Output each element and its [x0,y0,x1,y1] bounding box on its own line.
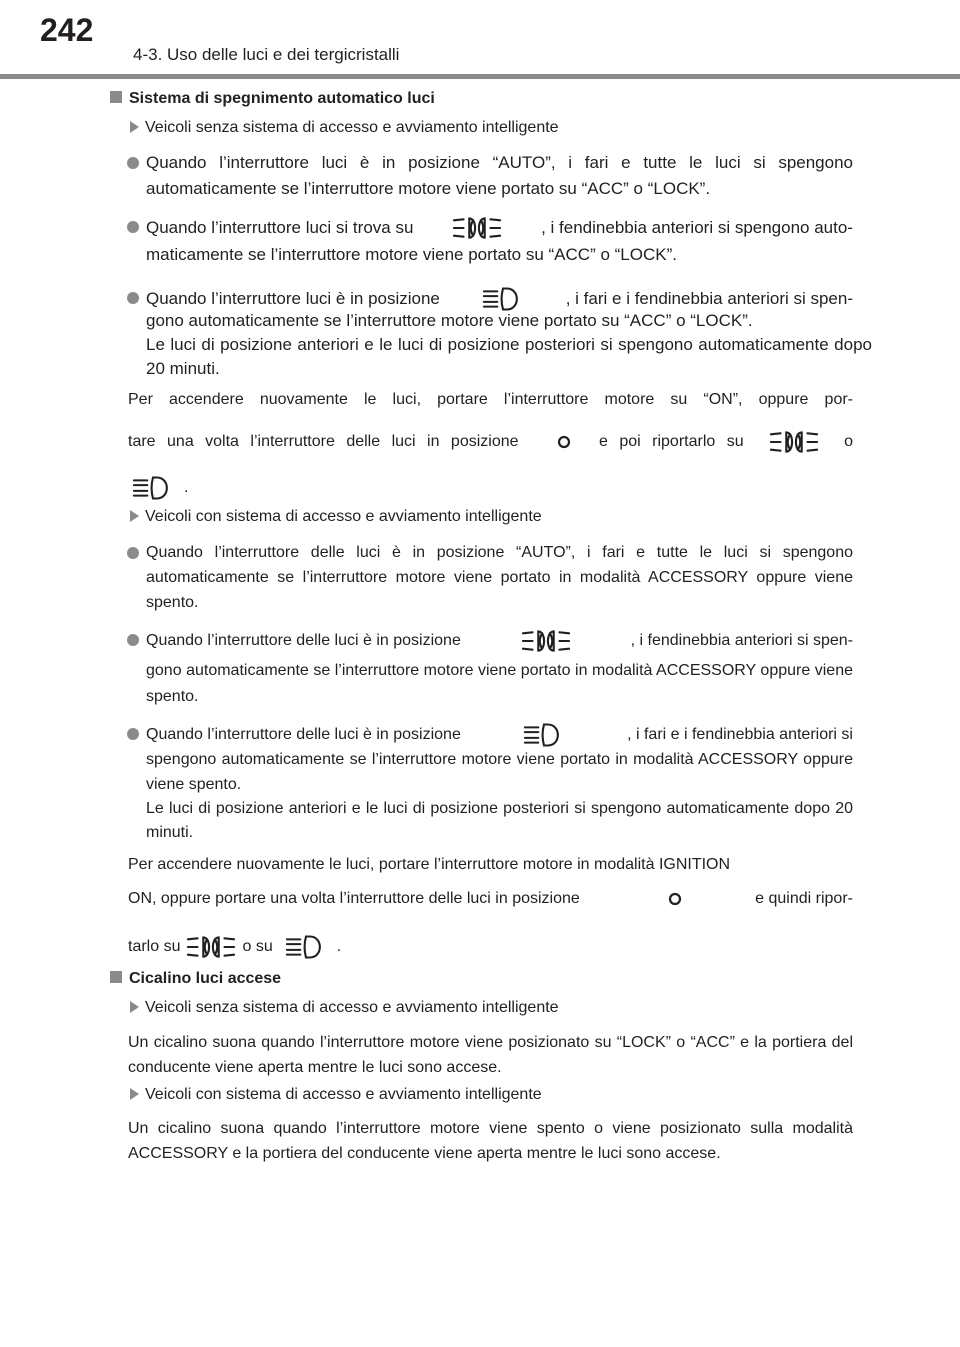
text-fragment: gono automaticamente se l’interruttore motore viene portato su “ACC” o “LOCK”. [146,311,753,330]
text-fragment: e poi riportarlo su [599,433,744,450]
triangle-bullet-icon [130,1001,139,1013]
page-header [0,0,960,80]
text-fragment: e quindi ripor- [755,890,853,907]
text-fragment: Le luci di posizione anteriori e le luci di posizione posteriori si spengono automaticamente dopo 20 minuti. [146,800,853,841]
round-bullet-icon [127,728,139,740]
page-number: 242 [40,12,94,48]
para-line [128,391,853,409]
square-bullet-icon [110,971,122,983]
text-fragment: ON, oppure portare una volta l’interruttore delle luci in posizione [128,890,580,907]
bullet-text: Quando l’interruttore delle luci è in posizione “AUTO”, i fari e tutte le luci si spengono automaticamente se l’interruttore motore viene portato in modalità ACCESSORY oppure viene spento. [146,544,853,611]
bullet-line [146,721,853,749]
text-fragment: o su [242,938,273,955]
section-heading: Sistema di spegnimento automatico luci [129,90,435,107]
text-fragment: tare una volta l’interruttore delle luci in posizione [128,433,519,450]
text-fragment: Quando l’interruttore delle luci è in posizione [146,632,461,649]
chapter-title: 4-3. Uso delle luci e dei tergicristalli [133,45,400,64]
front-fog-light-icon [452,214,502,242]
triangle-bullet-icon [130,1088,139,1100]
triangle-bullet-icon [130,510,139,522]
text-fragment: , i fendinebbia anteriori si spengono auto- [541,218,853,237]
subheading-smart-key [130,508,542,526]
headlight-icon [285,933,327,961]
text-fragment: , i fari e i fendinebbia anteriori si spen- [565,289,853,308]
bullet-continuation [146,309,872,381]
round-bullet-icon [127,634,139,646]
headlight-icon [523,721,565,749]
para-line [128,428,853,456]
paragraph-buzzer-2: Un cicalino suona quando l’interruttore motore viene spento o viene posizionato sulla modalità ACCESSORY e la portiera del conducente viene aperta mentre le luci sono accese. [128,1120,853,1162]
text-fragment: spengono automaticamente se l’interruttore motore viene portato in modalità ACCESSORY oppure viene spento. [146,751,853,793]
square-bullet-icon [110,91,122,103]
text-fragment: , i fari e i fendinebbia anteriori si [627,726,853,743]
paragraph-reactivate-1 [128,391,853,496]
round-bullet-icon [127,292,139,304]
front-fog-light-icon [521,627,571,655]
subheading-text: Veicoli senza sistema di accesso e avviamento intelligente [145,999,559,1016]
bullet-text: Quando l’interruttore luci è in posizione “AUTO”, i fari e tutte le luci si spengono automaticamente se l’interruttore motore viene portato su “ACC” o “LOCK”. [146,153,853,198]
para-line [128,889,853,909]
lights-off-icon [554,432,574,452]
text-fragment: Le luci di posizione anteriori e le luci di posizione posteriori si spengono automaticamente dopo 20 minuti. [146,335,872,378]
subheading-text: Veicoli senza sistema di accesso e avviamento intelligente [145,119,559,136]
triangle-bullet-icon [130,121,139,133]
subheading-no-smart-key-2 [130,999,559,1017]
text-fragment: , i fendinebbia anteriori si spen- [630,632,853,649]
paragraph-reactivate-2 [128,853,853,955]
front-fog-light-icon [769,428,819,456]
text-fragment: Quando l’interruttore luci è in posizione [146,289,440,308]
subheading-smart-key-2 [130,1086,542,1104]
round-bullet-icon [127,221,139,233]
bullet-line [146,627,853,655]
bullet-auto [127,150,853,202]
text-fragment: gono automaticamente se l’interruttore motore viene portato in modalità ACCESSORY oppure viene spento. [146,662,853,705]
bullet-auto-smart [127,540,853,615]
text-fragment: tarlo su [128,938,181,955]
text-fragment: o [844,433,853,450]
section-heading: Cicalino luci accese [129,970,282,987]
front-fog-light-icon [186,933,236,961]
bullet-line [146,214,853,242]
heading-buzzer [110,970,281,988]
round-bullet-icon [127,547,139,559]
headlight-icon [132,474,174,502]
text-fragment: maticamente se l’interruttore motore viene portato su “ACC” o “LOCK”. [146,245,677,264]
text-fragment: Per accendere nuovamente le luci, portare l’interruttore motore su “ON”, oppure por- [128,391,853,408]
para-line [128,474,188,502]
lights-off-icon [665,889,685,909]
heading-auto-off [110,90,435,108]
text-fragment: . [336,938,342,955]
subheading-no-smart-key [130,119,559,137]
header-rule [0,74,960,79]
subheading-text: Veicoli con sistema di accesso e avviamento intelligente [145,1086,542,1103]
text-fragment: . [184,479,189,496]
bullet-continuation [146,747,853,845]
round-bullet-icon [127,157,139,169]
text-fragment: Quando l’interruttore delle luci è in posizione [146,726,461,743]
subheading-text: Veicoli con sistema di accesso e avviamento intelligente [145,508,542,525]
text-fragment: Per accendere nuovamente le luci, portare l’interruttore motore in modalità IGNITION [128,856,731,873]
para-line [128,933,341,961]
paragraph-buzzer-1: Un cicalino suona quando l’interruttore motore viene posizionato su “LOCK” o “ACC” e la portiera del conducente viene aperta mentre le luci sono accese. [128,1034,853,1076]
text-fragment: Quando l’interruttore luci si trova su [146,218,414,237]
